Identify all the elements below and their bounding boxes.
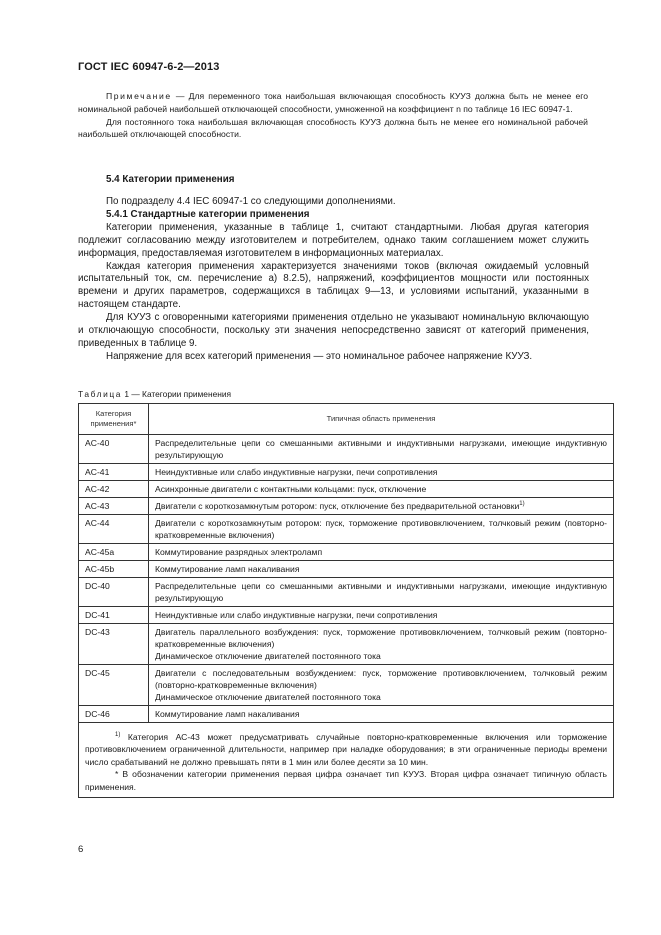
paragraph-1: Категории применения, указанные в таблице 1, считают стандартными. Любая другая категория подлежит согласованию между изготовителем и потребителем, однако таким соглашением может служить информация, предоставляемая изготовителем в информационных материалах.: [78, 221, 589, 259]
table-header-row: [79, 404, 614, 435]
application-line: [155, 626, 607, 650]
application-text: Двигатель параллельного возбуждения: пуск, торможение противовключением, толчковый режим (повторно-кратковременные включения): [155, 627, 607, 649]
section-body: [78, 196, 589, 364]
category-code: DC-45: [79, 665, 149, 706]
table-row: [79, 515, 614, 544]
application-text: Распределительные цепи со смешанными активными и индуктивными нагрузками, имеющие индуктивную результирующую: [155, 581, 607, 603]
application-description: [149, 435, 614, 464]
col-application-header: Типичная область применения: [149, 404, 614, 435]
table-row: [79, 498, 614, 515]
application-text: Двигатели с последовательным возбуждением: пуск, торможение противовключением, толчковый режим (повторно-кратковременные включения): [155, 668, 607, 690]
page-number: 6: [78, 844, 84, 855]
application-line: [155, 650, 607, 662]
application-text: Неиндуктивные или слабо индуктивные нагрузки, печи сопротивления: [155, 610, 438, 620]
category-code: AC-45b: [79, 561, 149, 578]
category-code: DC-46: [79, 706, 149, 723]
table-row: [79, 561, 614, 578]
table-footnotes: [79, 723, 614, 798]
section-intro: По подразделу 4.4 IEC 60947-1 со следующими дополнениями.: [106, 196, 396, 207]
category-code: DC-43: [79, 624, 149, 665]
note-paragraph-ac: [78, 90, 588, 116]
category-code: AC-40: [79, 435, 149, 464]
table-row: [79, 464, 614, 481]
application-text: Динамическое отключение двигателей постоянного тока: [155, 651, 381, 661]
application-description: [149, 665, 614, 706]
table-row: [79, 607, 614, 624]
table-caption: [78, 389, 231, 399]
application-line: [155, 708, 607, 720]
col-category-header: Категория применения*: [79, 404, 149, 435]
application-line: [155, 691, 607, 703]
application-description: [149, 498, 614, 515]
category-code: DC-41: [79, 607, 149, 624]
category-code: AC-42: [79, 481, 149, 498]
table-row: [79, 435, 614, 464]
category-code: AC-43: [79, 498, 149, 515]
category-code: DC-40: [79, 578, 149, 607]
application-line: [155, 437, 607, 461]
table-row: [79, 665, 614, 706]
application-description: [149, 624, 614, 665]
table-footnote-row: [79, 723, 614, 798]
table-row: [79, 624, 614, 665]
application-line: [155, 466, 607, 478]
application-description: [149, 544, 614, 561]
categories-table: [78, 403, 614, 798]
application-text: Коммутирование ламп накаливания: [155, 564, 300, 574]
application-description: [149, 706, 614, 723]
application-text: Неиндуктивные или слабо индуктивные нагрузки, печи сопротивления: [155, 467, 438, 477]
subsection-title: 5.4.1 Стандартные категории применения: [106, 208, 310, 220]
table-row: [79, 481, 614, 498]
table-caption-label: Таблица: [78, 389, 123, 399]
application-description: [149, 464, 614, 481]
table-row: [79, 706, 614, 723]
paragraph-4: Напряжение для всех категорий применения — это номинальное рабочее напряжение КУУЗ.: [106, 350, 533, 362]
footnote-1-mark: 1): [115, 732, 121, 738]
note-block: [78, 90, 588, 141]
table-row: [79, 544, 614, 561]
paragraph-2: Каждая категория применения характеризуется значениями токов (включая ожидаемый условный испытательный ток, см. перечисление а) 8.2.5), напряжений, коэффициентов мощности или постоянных времени и других параметров, содержащихся в таблицах 9—13, и условиями испытаний, указанными в настоящем стандарте.: [78, 260, 589, 311]
application-text: Двигатели с короткозамкнутым ротором: пуск, отключение без предварительной остановки: [155, 501, 520, 511]
application-text: Коммутирование разрядных электроламп: [155, 547, 323, 557]
footnote-2: * В обозначении категории применения первая цифра означает тип КУУЗ. Вторая цифра означает типичную область применения.: [85, 769, 607, 792]
paragraph-3: Для КУУЗ с оговоренными категориями применения отдельно не указывают номинальную включающую и отключающую способности, поскольку эти значения непосредственно зависят от категорий применения, приведенных в таблице 9.: [78, 312, 589, 349]
footnote-1-text: Категория АС-43 может предусматривать случайные повторно-кратковременные включения или торможение противовключением ограниченной длительности, например при наладке оборудования; в эти ограниченные периоды времени число срабатываний не должно превышать пяти в 1 мин или более десяти за 10 мин.: [85, 732, 607, 767]
category-code: AC-45a: [79, 544, 149, 561]
application-text: Распределительные цепи со смешанными активными и индуктивными нагрузками, имеющие индуктивную результирующую: [155, 438, 607, 460]
application-description: [149, 561, 614, 578]
application-description: [149, 481, 614, 498]
application-line: [155, 483, 607, 495]
table-caption-text: 1 — Категории применения: [122, 389, 232, 399]
table-body: [79, 435, 614, 723]
application-line: [155, 517, 607, 541]
section-title: 5.4 Категории применения: [106, 174, 235, 185]
application-description: [149, 515, 614, 544]
document-header: ГОСТ IEC 60947-6-2—2013: [78, 61, 220, 73]
footnote-ref: 1): [519, 501, 525, 507]
note-label: Примечание: [106, 91, 172, 101]
table-row: [79, 578, 614, 607]
application-text: Двигатели с короткозамкнутым ротором: пуск, торможение противовключением, толчковый режим (повторно-кратковременные включения): [155, 518, 607, 540]
category-code: AC-44: [79, 515, 149, 544]
note-text-ac: — Для переменного тока наибольшая включающая способность КУУЗ должна быть не менее его номинальной рабочей наибольшей отключающей способности, умноженной на коэффициент n по таблице 16 IEC 60947-1.: [78, 91, 588, 114]
application-description: [149, 578, 614, 607]
application-text: Асинхронные двигатели с контактными кольцами: пуск, отключение: [155, 484, 427, 494]
application-line: [155, 563, 607, 575]
application-line: [155, 609, 607, 621]
footnote-1: [85, 731, 607, 768]
application-line: [155, 667, 607, 691]
application-line: [155, 580, 607, 604]
note-paragraph-dc: Для постоянного тока наибольшая включающая способность КУУЗ должна быть не менее его номинальной рабочей наибольшей отключающей способности.: [78, 116, 588, 140]
application-description: [149, 607, 614, 624]
category-code: AC-41: [79, 464, 149, 481]
application-text: Динамическое отключение двигателей постоянного тока: [155, 692, 381, 702]
application-line: [155, 500, 607, 512]
application-text: Коммутирование ламп накаливания: [155, 709, 300, 719]
application-line: [155, 546, 607, 558]
